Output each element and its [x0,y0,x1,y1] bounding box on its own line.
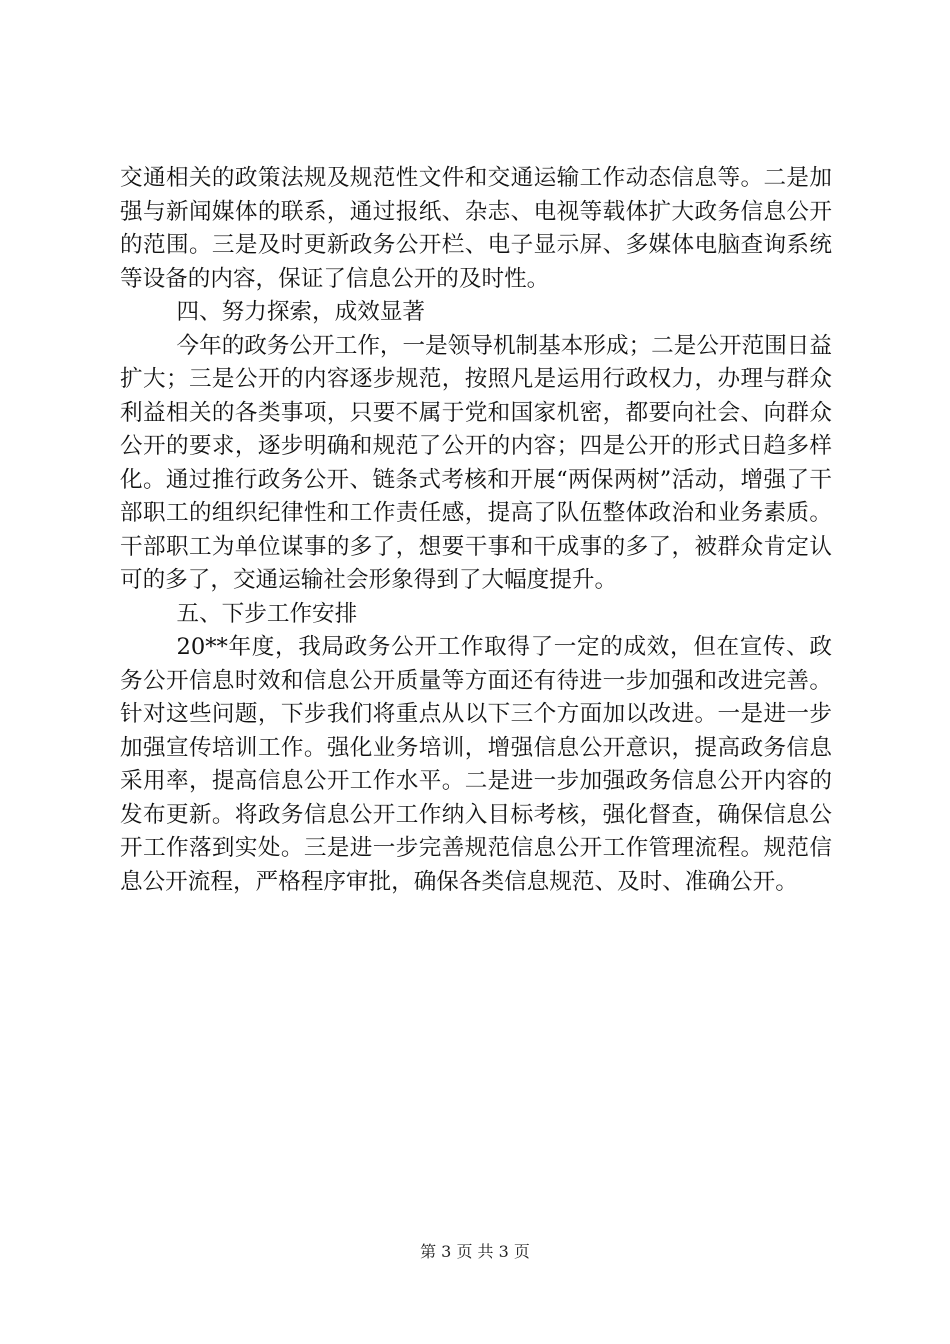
document-body [120,162,832,899]
paragraph-results: 今年的政务公开工作，一是领导机制基本形成；二是公开范围日益扩大；三是公开的内容逐步规范，按照凡是运用行政权力，办理与群众利益相关的各类事项，只要不属于党和国家机密，都要向社会、向群众公开的要求，逐步明确和规范了公开的内容；四是公开的形式日趋多样化。通过推行政务公开、链条式考核和开展“两保两树”活动，增强了干部职工的组织纪律性和工作责任感，提高了队伍整体政治和业务素质。干部职工为单位谋事的多了，想要干事和干成事的多了，被群众肯定认可的多了，交通运输社会形象得到了大幅度提升。 [120,332,832,593]
section-heading-five: 五、下步工作安排 [176,600,358,627]
page-footer: 第 3 页 共 3 页 [420,1242,530,1261]
section-heading-four: 四、努力探索，成效显著 [176,299,426,325]
paragraph-next-steps: 20**年度，我局政务公开工作取得了一定的成效，但在宣传、政务公开信息时效和信息公开质量等方面还有待进一步加强和改进完善。针对这些问题，下步我们将重点从以下三个方面加以改进。一是进一步加强宣传培训工作。强化业务培训，增强信息公开意识，提高政务信息采用率，提高信息公开工作水平。二是进一步加强政务信息公开内容的发布更新。将政务信息公开工作纳入目标考核，强化督查，确保信息公开工作落到实处。三是进一步完善规范信息公开工作管理流程。规范信息公开流程，严格程序审批，确保各类信息规范、及时、准确公开。 [120,634,832,895]
paragraph-continuation: 交通相关的政策法规及规范性文件和交通运输工作动态信息等。二是加强与新闻媒体的联系，通过报纸、杂志、电视等载体扩大政务信息公开的范围。三是及时更新政务公开栏、电子显示屏、多媒体电脑查询系统等设备的内容，保证了信息公开的及时性。 [120,165,832,292]
